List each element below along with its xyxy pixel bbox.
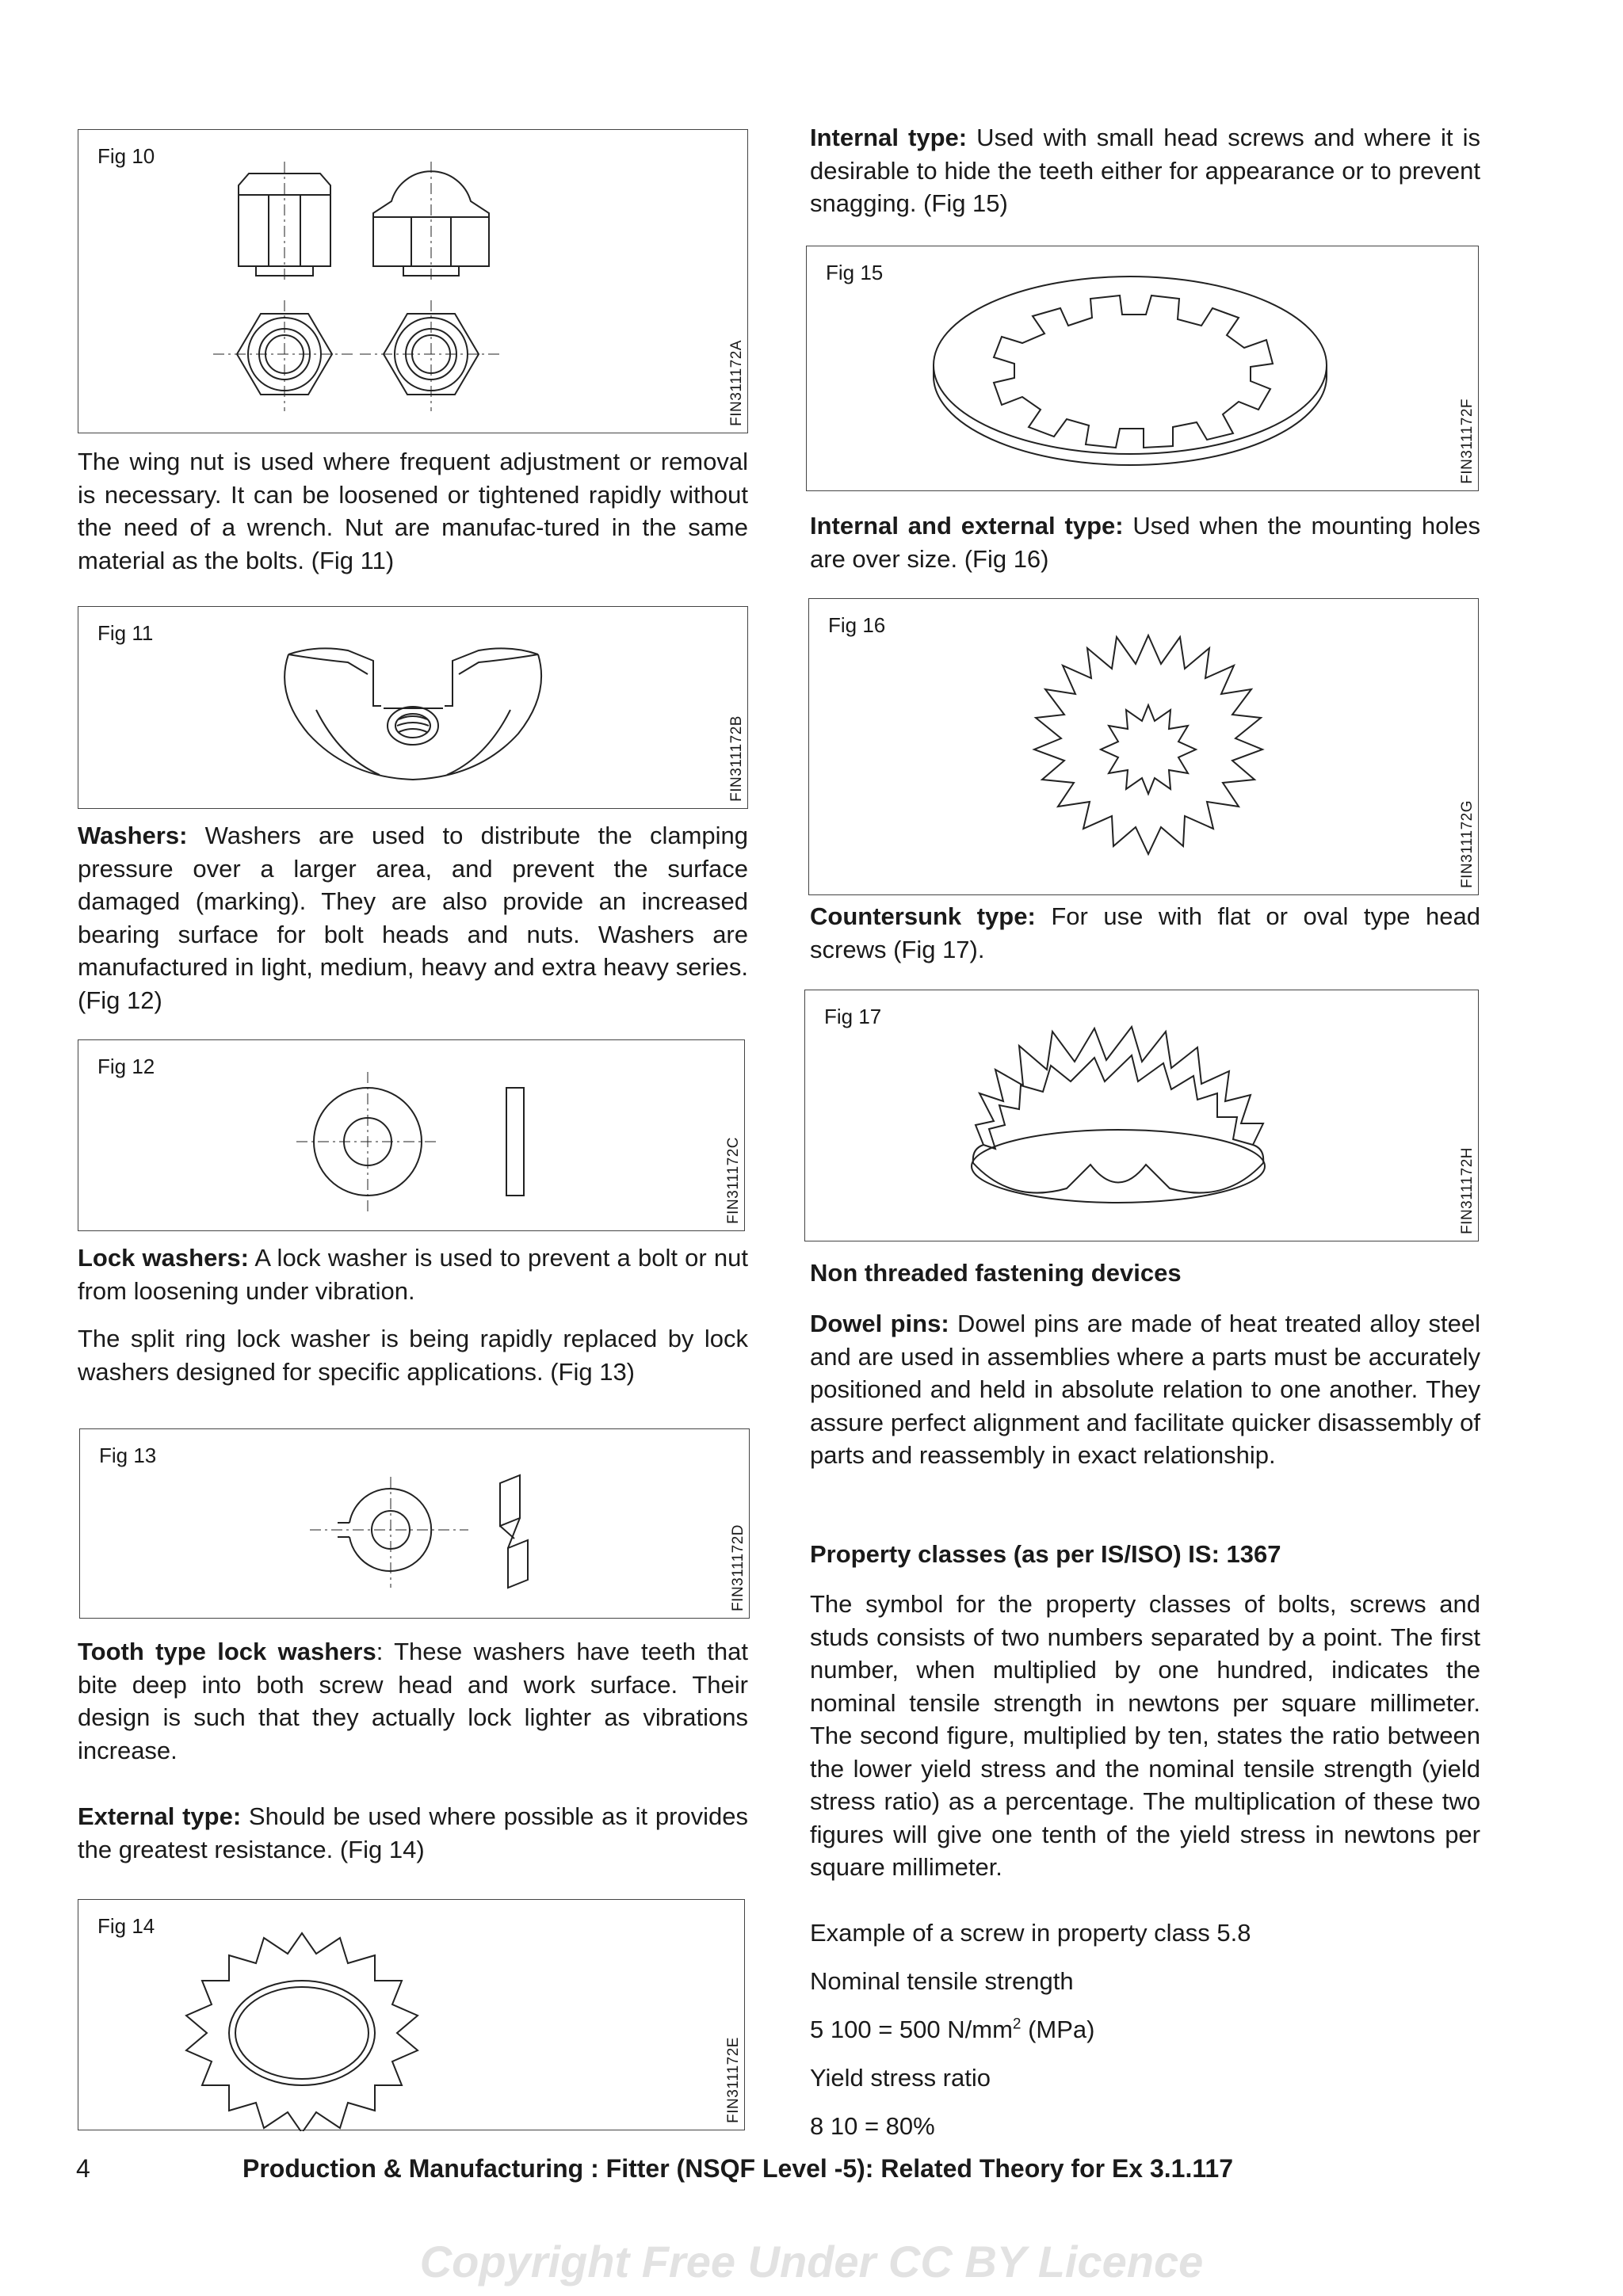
wing-nut-drawing	[78, 607, 749, 810]
plain-washer-drawing	[78, 1040, 746, 1232]
washers-paragraph	[78, 819, 748, 1016]
yield-line: Yield stress ratio	[810, 2064, 991, 2092]
internal-external-tooth-washer-drawing	[809, 599, 1480, 896]
figure-label: Fig 12	[97, 1055, 155, 1078]
wing-nut-paragraph: The wing nut is used where frequent adjustment or removal is necessary. It can be loosened or tightened rapidly without the need of a wrench. Nut are manufac-tured in the same material as the bolts. (Fig 11)	[78, 448, 748, 574]
split-lock-washer-drawing	[80, 1429, 750, 1619]
countersunk-tooth-washer-drawing	[805, 990, 1480, 1242]
non-threaded-heading: Non threaded fastening devices	[810, 1259, 1182, 1287]
calc-line-1	[810, 2016, 1094, 2044]
footer-title: Production & Manufacturing : Fitter (NSQF Level -5): Related Theory for Ex 3.1.117	[242, 2154, 1233, 2183]
figure-15	[806, 246, 1479, 491]
countersunk-term: Countersunk type:	[810, 902, 1036, 930]
figure-code: FIN311172E	[725, 2037, 742, 2123]
lock-washers-term: Lock washers:	[78, 1244, 249, 1272]
tooth-type-term: Tooth type lock washers	[78, 1638, 376, 1665]
internal-type-term: Internal type:	[810, 124, 968, 151]
page-number: 4	[76, 2154, 90, 2183]
external-type-paragraph	[78, 1800, 748, 1866]
figure-code: FIN311172D	[730, 1524, 747, 1611]
figure-code: FIN311172H	[1459, 1147, 1476, 1234]
figure-13	[79, 1428, 750, 1619]
washers-term: Washers:	[78, 822, 188, 849]
figure-14	[78, 1899, 745, 2130]
split-ring-paragraph: The split ring lock washer is being rapidly replaced by lock washers designed for specific applications. (Fig 13)	[78, 1325, 748, 1386]
figure-12	[78, 1039, 745, 1231]
figure-code: FIN311172C	[725, 1137, 742, 1224]
figure-10	[78, 129, 748, 433]
figure-16	[808, 598, 1479, 895]
figure-label: Fig 14	[97, 1914, 155, 1938]
external-type-text: Should be used where possible as it provides the greatest resistance. (Fig 14)	[78, 1802, 748, 1863]
figure-code: FIN311172A	[728, 340, 745, 426]
tooth-type-paragraph	[78, 1635, 748, 1767]
figure-label: Fig 17	[824, 1005, 882, 1028]
property-classes-heading: Property classes (as per IS/ISO) IS: 1367	[810, 1540, 1281, 1568]
external-type-term: External type:	[78, 1802, 242, 1830]
calc-line-2: 8 10 = 80%	[810, 2112, 935, 2140]
internal-type-text: Used with small head screws and where it is desirable to hide the teeth either for appearance or to prevent snagging. (Fig 15)	[810, 124, 1480, 217]
dowel-pins-text: Dowel pins are made of heat treated alloy steel and are used in assemblies where a parts must be accurately positioned and held in absolute relation to one another. They assure perfect alignment and facilitate quicker disassembly of parts and reassembly in exact relationship.	[810, 1310, 1480, 1469]
lock-washers-paragraph	[78, 1241, 748, 1307]
lock-washers-text: A lock washer is used to prevent a bolt or nut from loosening under vibration.	[78, 1244, 748, 1305]
figure-label: Fig 15	[826, 261, 884, 284]
nominal-line: Nominal tensile strength	[810, 1967, 1074, 1995]
internal-external-term: Internal and external type:	[810, 512, 1124, 540]
countersunk-paragraph	[810, 900, 1480, 966]
figure-label: Fig 10	[97, 144, 155, 168]
cap-nut-drawing	[78, 130, 749, 434]
figure-label: Fig 13	[99, 1444, 157, 1467]
figure-code: FIN311172F	[1459, 399, 1476, 484]
figure-code: FIN311172B	[728, 715, 745, 802]
external-tooth-washer-drawing	[78, 1900, 746, 2131]
dowel-pins-paragraph	[810, 1307, 1480, 1472]
figure-label: Fig 16	[828, 613, 886, 637]
calc1-suffix: (MPa)	[1021, 2016, 1095, 2043]
figure-11	[78, 606, 748, 809]
calc1-sup: 2	[1012, 2016, 1022, 2033]
internal-type-paragraph	[810, 121, 1480, 220]
figure-code: FIN311172G	[1459, 800, 1476, 888]
countersunk-text: For use with flat or oval type head screws (Fig 17).	[810, 902, 1480, 963]
calc1-prefix: 5 100 = 500 N/mm	[810, 2016, 1013, 2043]
tooth-type-text: : These washers have teeth that bite deep into both screw head and work surface. Their design is such that they actually lock lighter as vibrations increase.	[78, 1638, 748, 1764]
dowel-pins-term: Dowel pins:	[810, 1310, 949, 1337]
figure-17	[804, 990, 1479, 1241]
copyright-watermark: Copyright Free Under CC BY Licence	[419, 2237, 1204, 2286]
internal-tooth-washer-drawing	[807, 246, 1480, 492]
internal-external-paragraph	[810, 509, 1480, 575]
figure-label: Fig 11	[97, 621, 154, 645]
washers-text: Washers are used to distribute the clamping pressure over a larger area, and prevent the surface damaged (marking). They are also provide an increased bearing surface for bolt heads and nuts. Washers are manufactured in light, medium, heavy and extra heavy series. (Fig 12)	[78, 822, 748, 1014]
property-classes-paragraph: The symbol for the property classes of bolts, screws and studs consists of two numbers separated by a point. The first number, when multiplied by one hundred, indicates the nominal tensile strength in newtons per square millimeter. The second figure, multiplied by ten, states the ratio between the lower yield stress and the nominal tensile strength (yield stress ratio) as a percentage. The multiplication of these two figures will give one tenth of the yield stress in newtons per square millimeter.	[810, 1590, 1480, 1881]
internal-external-text: Used when the mounting holes are over size. (Fig 16)	[810, 512, 1480, 573]
example-line: Example of a screw in property class 5.8	[810, 1919, 1251, 1947]
